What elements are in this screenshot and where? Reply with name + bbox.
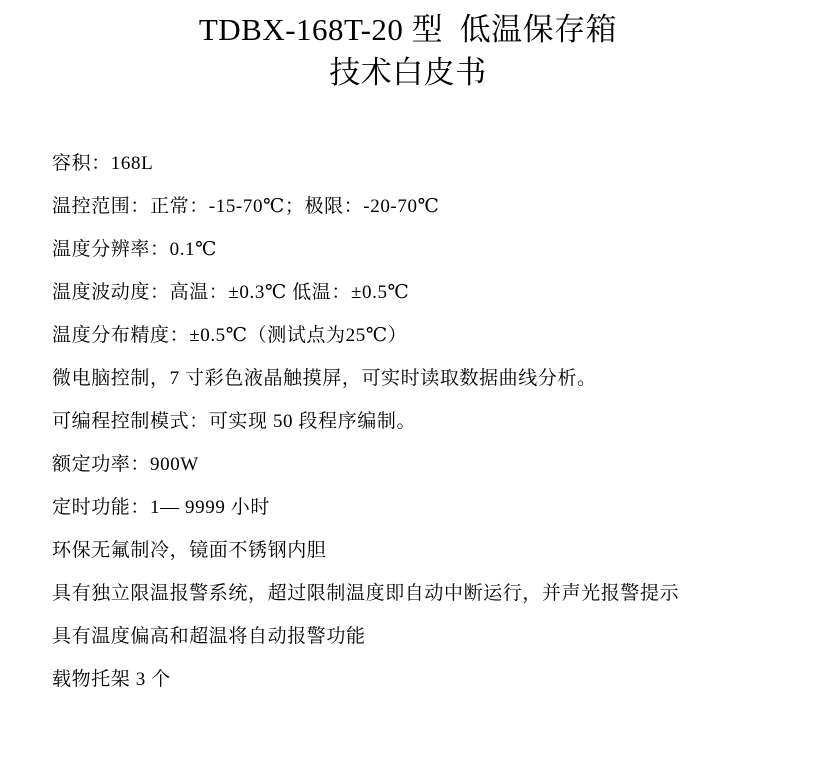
title-line-2: 技术白皮书 (329, 55, 487, 90)
spec-line: 温度分布精度：±0.5℃（测试点为25℃） (52, 325, 408, 346)
spec-line: 温度分辨率：0.1℃ (52, 239, 218, 260)
spec-line: 微电脑控制，7 寸彩色液晶触摸屏，可实时读取数据曲线分析。 (52, 368, 597, 389)
document-body (0, 142, 816, 701)
spec-line: 可编程控制模式：可实现 50 段程序编制。 (52, 411, 417, 432)
spec-line: 温度波动度：高温：±0.3℃ 低温：±0.5℃ (52, 282, 410, 303)
spec-line: 具有独立限温报警系统，超过限制温度即自动中断运行，并声光报警提示 (52, 583, 680, 604)
spec-line: 额定功率：900W (52, 454, 199, 475)
spec-line: 定时功能：1— 9999 小时 (52, 497, 271, 518)
spec-line: 温控范围：正常：-15-70℃；极限：-20-70℃ (52, 196, 440, 217)
spec-line: 容积：168L (52, 153, 154, 174)
spec-line: 环保无氟制冷，镜面不锈钢内胆 (52, 540, 327, 561)
spec-line: 具有温度偏高和超温将自动报警功能 (52, 626, 366, 647)
document-title (0, 0, 816, 94)
title-line-1: TDBX-168T-20 型 低温保存箱 (198, 12, 618, 47)
spec-line: 载物托架 3 个 (52, 669, 171, 690)
